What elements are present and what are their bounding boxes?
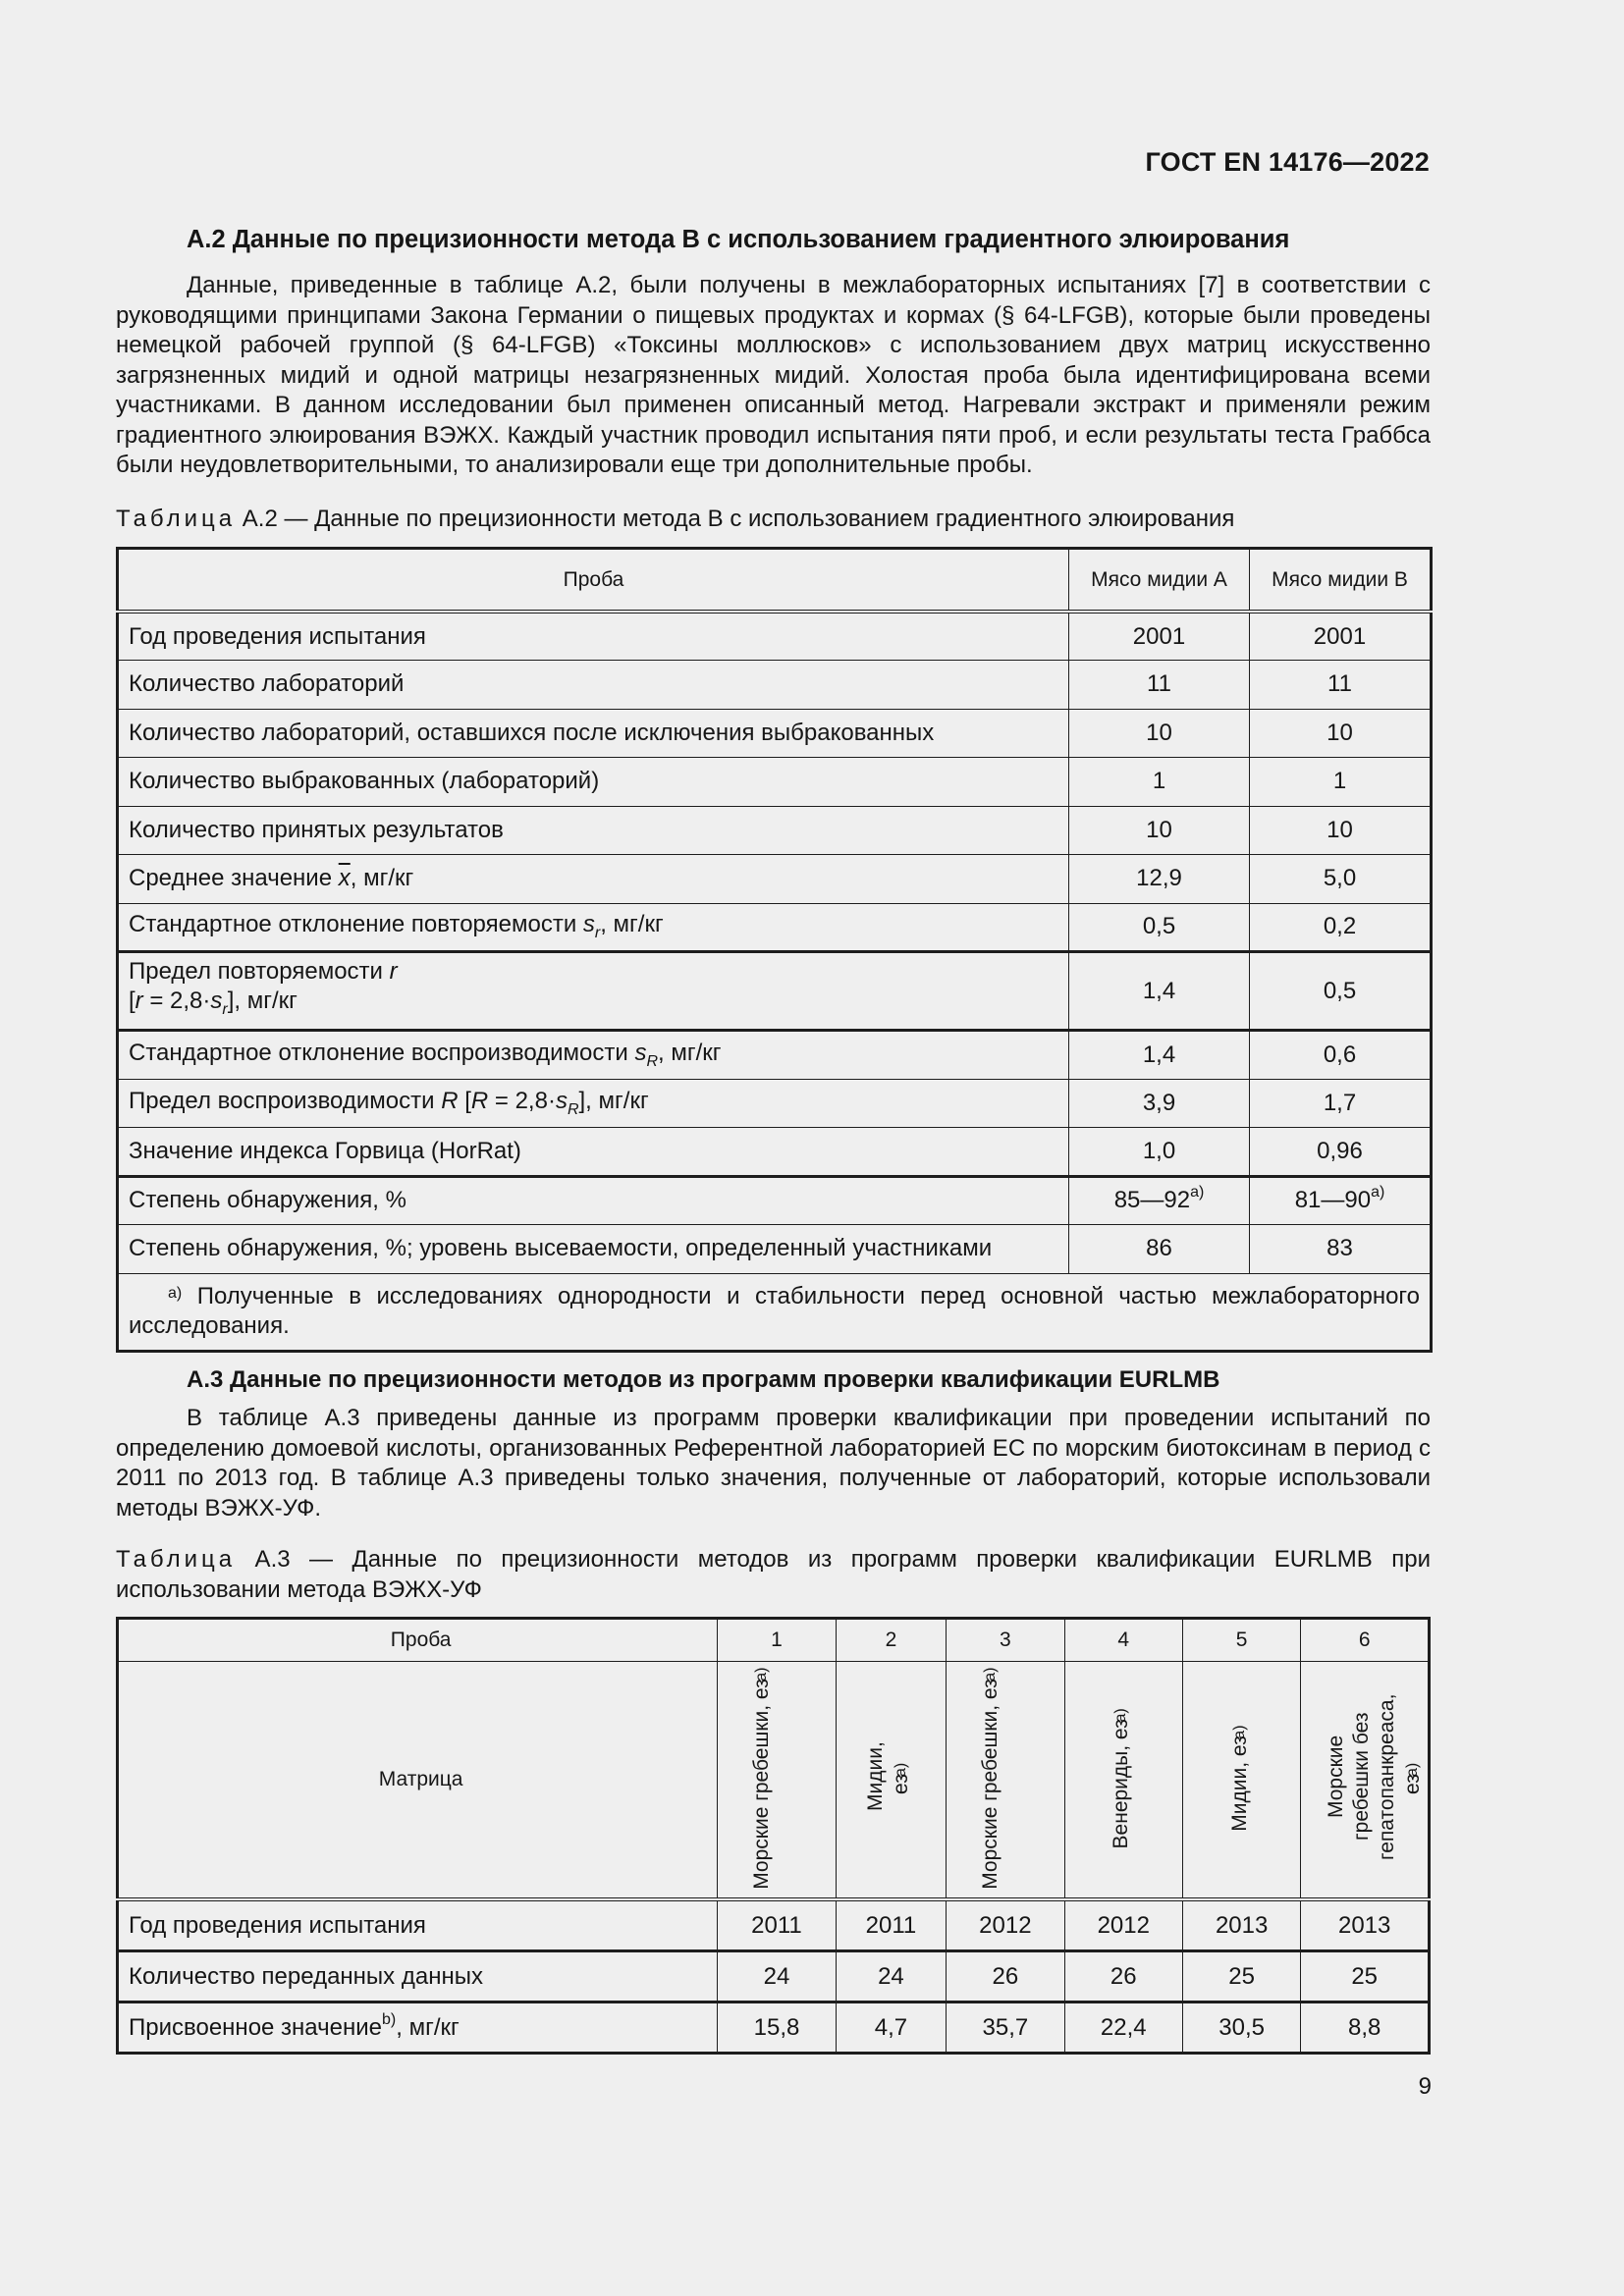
symbol-subscript: R	[567, 1100, 579, 1118]
row-label: Количество лабораторий	[118, 661, 1069, 710]
cell-value: 2012	[947, 1899, 1064, 1951]
row-label	[118, 1031, 1069, 1080]
cell-value: 2011	[836, 1899, 946, 1951]
cell-value: 2013	[1301, 1899, 1430, 1951]
row-label	[118, 855, 1069, 904]
table-a2-caption-text: А.2 — Данные по прецизионности метода В с использованием градиентного элюирования	[236, 506, 1235, 532]
symbol: r	[389, 958, 398, 986]
cell-value-b: 10	[1250, 806, 1432, 855]
standard-number: ГОСТ EN 14176—2022	[1145, 147, 1430, 177]
footnote-mark: a)	[168, 1284, 183, 1302]
cell-value-a: 2001	[1069, 612, 1250, 661]
cell-value: 15,8	[718, 2002, 836, 2054]
cell-value-b: 10	[1250, 709, 1432, 758]
matrix-cell	[1182, 1662, 1300, 1900]
cell-value-a: 1	[1069, 758, 1250, 807]
sample-number: 6	[1301, 1619, 1430, 1662]
row-label: Степень обнаружения, %	[118, 1176, 1069, 1225]
footnote-ref: а)	[752, 1667, 770, 1682]
sample-number: 4	[1064, 1619, 1182, 1662]
table-row	[118, 661, 1432, 710]
table-a2-header-col-b: Мясо мидии В	[1250, 549, 1432, 613]
cell-value-b: 0,5	[1250, 952, 1432, 1031]
row-label-unit: ], мг/кг	[578, 1087, 649, 1114]
matrix-name: Венериды, ез	[1110, 1719, 1133, 1849]
footnote-ref: а)	[1112, 1707, 1130, 1722]
symbol: R	[441, 1087, 459, 1114]
matrix-name: Морские гребешки без гепатопанкреаса, ез	[1324, 1693, 1424, 1860]
symbol: R	[470, 1087, 489, 1114]
table-a3-header-sample: Проба	[118, 1619, 718, 1662]
cell-value: 24	[836, 1951, 946, 2002]
cell-value: 25	[1301, 1951, 1430, 2002]
table-a3-caption-text: А.3 — Данные по прецизионности методов из программ проверки квалификации EURLMB при использовании метода ВЭЖХ-УФ	[116, 1546, 1431, 1603]
cell-value-a: 11	[1069, 661, 1250, 710]
table-row	[118, 2002, 1430, 2054]
table-a2-header-row	[118, 549, 1432, 613]
matrix-cell	[836, 1662, 946, 1900]
section-a2-heading: А.2 Данные по прецизионности метода В с использованием градиентного элюирования	[187, 226, 1290, 253]
cell-value: 24	[718, 1951, 836, 2002]
cell-value: 22,4	[1064, 2002, 1182, 2054]
footnote-ref: а)	[981, 1667, 999, 1682]
matrix-cell	[1064, 1662, 1182, 1900]
cell-value-b: 1	[1250, 758, 1432, 807]
cell-value: 26	[1064, 1951, 1182, 2002]
cell-value: 26	[947, 1951, 1064, 2002]
table-row	[118, 1225, 1432, 1274]
table-row	[118, 903, 1432, 952]
row-label	[118, 903, 1069, 952]
cell-value-b: 11	[1250, 661, 1432, 710]
formula-open: [	[458, 1087, 471, 1114]
cell-value: 8,8	[1301, 2002, 1430, 2054]
value-range: 81—90	[1294, 1187, 1372, 1214]
row-label: Значение индекса Горвица (HorRat)	[118, 1128, 1069, 1177]
row-label-unit: , мг/кг	[658, 1039, 722, 1066]
table-row	[118, 855, 1432, 904]
cell-value-a: 10	[1069, 709, 1250, 758]
cell-value: 30,5	[1182, 2002, 1300, 2054]
row-label: Количество принятых результатов	[118, 806, 1069, 855]
table-footnote	[118, 1273, 1432, 1351]
formula-close: ], мг/кг	[227, 988, 298, 1015]
sample-number: 3	[947, 1619, 1064, 1662]
cell-value-a: 0,5	[1069, 903, 1250, 952]
footnote-text: Полученные в исследованиях однородности и стабильности перед основной частью межлабораторного исследования.	[129, 1282, 1420, 1339]
table-a3-matrix-row	[118, 1662, 1430, 1900]
footnote-ref: a)	[1190, 1184, 1205, 1201]
mean-symbol: $\overline{x}$	[338, 865, 351, 892]
table-footnote-row	[118, 1273, 1432, 1351]
row-label-unit: , мг/кг	[600, 911, 664, 938]
table-row	[118, 1031, 1432, 1080]
table-row	[118, 758, 1432, 807]
table-a3	[116, 1617, 1431, 2055]
row-label-text: Стандартное отклонение воспроизводимости	[129, 1039, 635, 1066]
sample-number: 5	[1182, 1619, 1300, 1662]
cell-value-b: 0,96	[1250, 1128, 1432, 1177]
cell-value: 2011	[718, 1899, 836, 1951]
footnote-ref: а)	[893, 1762, 910, 1777]
matrix-label: Матрица	[118, 1662, 718, 1900]
row-label-text: Предел повторяемости	[129, 958, 390, 986]
cell-value-a: 3,9	[1069, 1079, 1250, 1128]
footnote-ref: a)	[1371, 1184, 1385, 1201]
sample-number: 2	[836, 1619, 946, 1662]
symbol-subscript: r	[594, 925, 601, 942]
formula-open: [	[129, 988, 135, 1015]
table-a3-caption-word: Таблица	[116, 1546, 237, 1573]
table-a2-caption-word: Таблица	[116, 506, 237, 532]
cell-value: 2012	[1064, 1899, 1182, 1951]
cell-value: 2013	[1182, 1899, 1300, 1951]
row-label-text: Присвоенное значение	[129, 2013, 382, 2041]
table-row	[118, 952, 1432, 1031]
table-row	[118, 709, 1432, 758]
table-a3-caption	[116, 1545, 1431, 1605]
row-label-unit: , мг/кг	[350, 865, 414, 892]
cell-value-a: 1,4	[1069, 1031, 1250, 1080]
formula-text: = 2,8·	[488, 1087, 556, 1114]
cell-value-a: 1,0	[1069, 1128, 1250, 1177]
section-a3-heading: А.3 Данные по прецизионности методов из программ проверки квалификации EURLMB	[187, 1366, 1220, 1393]
symbol: r	[135, 988, 143, 1015]
row-label	[118, 952, 1069, 1031]
sample-number: 1	[718, 1619, 836, 1662]
cell-value-b: 83	[1250, 1225, 1432, 1274]
matrix-name: Мидии, ез	[1227, 1735, 1251, 1832]
footnote-ref: b)	[382, 2010, 397, 2028]
table-a3-header-row	[118, 1619, 1430, 1662]
symbol: s	[210, 988, 223, 1015]
row-label-text: Предел воспроизводимости	[129, 1087, 442, 1114]
matrix-name: Морские гребешки, ез	[978, 1678, 1001, 1890]
section-a3-paragraph: В таблице А.3 приведены данные из программ проверки квалификации при проведении испытаний по определению домоевой кислоты, организованных Референтной лабораторией ЕС по морским биотоксинам в период с 2011 по 2013 год. В таблице А.3 приведены только значения, полученные от лабораторий, которые использовали методы ВЭЖХ-УФ.	[116, 1405, 1431, 1522]
symbol: s	[634, 1039, 647, 1066]
matrix-name: Морские гребешки, ез	[749, 1678, 773, 1890]
symbol: s	[582, 911, 595, 938]
matrix-cell	[947, 1662, 1064, 1900]
table-a2	[116, 547, 1433, 1353]
formula-text: = 2,8·	[142, 988, 211, 1015]
row-label: Год проведения испытания	[118, 612, 1069, 661]
table-row	[118, 1951, 1430, 2002]
cell-value-b: 0,2	[1250, 903, 1432, 952]
table-a2-header-col-a: Мясо мидии А	[1069, 549, 1250, 613]
value-range: 85—92	[1113, 1187, 1191, 1214]
table-row	[118, 1079, 1432, 1128]
section-a2-paragraph: Данные, приведенные в таблице А.2, были получены в межлабораторных испытаниях [7] в соответствии с руководящими принципами Закона Германии о пищевых продуктах и кормах (§ 64-LFGB), которые были проведены немецкой рабочей группой (§ 64-LFGB) «Токсины моллюсков» с использованием двух матриц искусственно загрязненных мидий и одной матрицы незагрязненных мидий. Холостая проба была идентифицирована всеми участниками. В данном исследовании был применен описанный метод. Нагревали экстракт и применяли режим градиентного элюирования ВЭЖХ. Каждый участник проводил испытания пяти проб, и если результаты теста Граббса были неудовлетворительными, то анализировали еще три дополнительные пробы.	[116, 272, 1431, 478]
footnote-ref: а)	[1230, 1725, 1248, 1739]
cell-value: 35,7	[947, 2002, 1064, 2054]
symbol: s	[555, 1087, 568, 1114]
footnote-ref: а)	[1403, 1762, 1421, 1777]
table-row	[118, 1899, 1430, 1951]
row-label: Год проведения испытания	[118, 1899, 718, 1951]
cell-value-b: 2001	[1250, 612, 1432, 661]
cell-value-b: 1,7	[1250, 1079, 1432, 1128]
row-label-text: Стандартное отклонение повторяемости	[129, 911, 583, 938]
row-label	[118, 2002, 718, 2054]
matrix-cell	[1301, 1662, 1430, 1900]
row-label-text: Среднее значение	[129, 865, 339, 892]
table-a2-header-sample: Проба	[118, 549, 1069, 613]
row-label: Степень обнаружения, %; уровень высеваемости, определенный участниками	[118, 1225, 1069, 1274]
cell-value: 25	[1182, 1951, 1300, 2002]
matrix-name: Мидии, ез	[864, 1741, 913, 1812]
page-number: 9	[1418, 2073, 1432, 2100]
cell-value-a: 10	[1069, 806, 1250, 855]
row-label	[118, 1079, 1069, 1128]
row-label: Количество выбракованных (лабораторий)	[118, 758, 1069, 807]
cell-value-a: 1,4	[1069, 952, 1250, 1031]
cell-value: 4,7	[836, 2002, 946, 2054]
cell-value-b: 5,0	[1250, 855, 1432, 904]
cell-value-a: 86	[1069, 1225, 1250, 1274]
table-row	[118, 1176, 1432, 1225]
table-row	[118, 612, 1432, 661]
symbol-subscript: r	[222, 1000, 228, 1018]
row-label: Количество лабораторий, оставшихся после исключения выбракованных	[118, 709, 1069, 758]
cell-value-b	[1250, 1176, 1432, 1225]
table-row	[118, 806, 1432, 855]
cell-value-a: 12,9	[1069, 855, 1250, 904]
matrix-cell	[718, 1662, 836, 1900]
cell-value-a	[1069, 1176, 1250, 1225]
table-row	[118, 1128, 1432, 1177]
cell-value-b: 0,6	[1250, 1031, 1432, 1080]
row-label-unit: , мг/кг	[396, 2013, 460, 2041]
symbol-subscript: R	[646, 1052, 659, 1070]
row-label: Количество переданных данных	[118, 1951, 718, 2002]
table-a2-caption	[116, 505, 1431, 535]
